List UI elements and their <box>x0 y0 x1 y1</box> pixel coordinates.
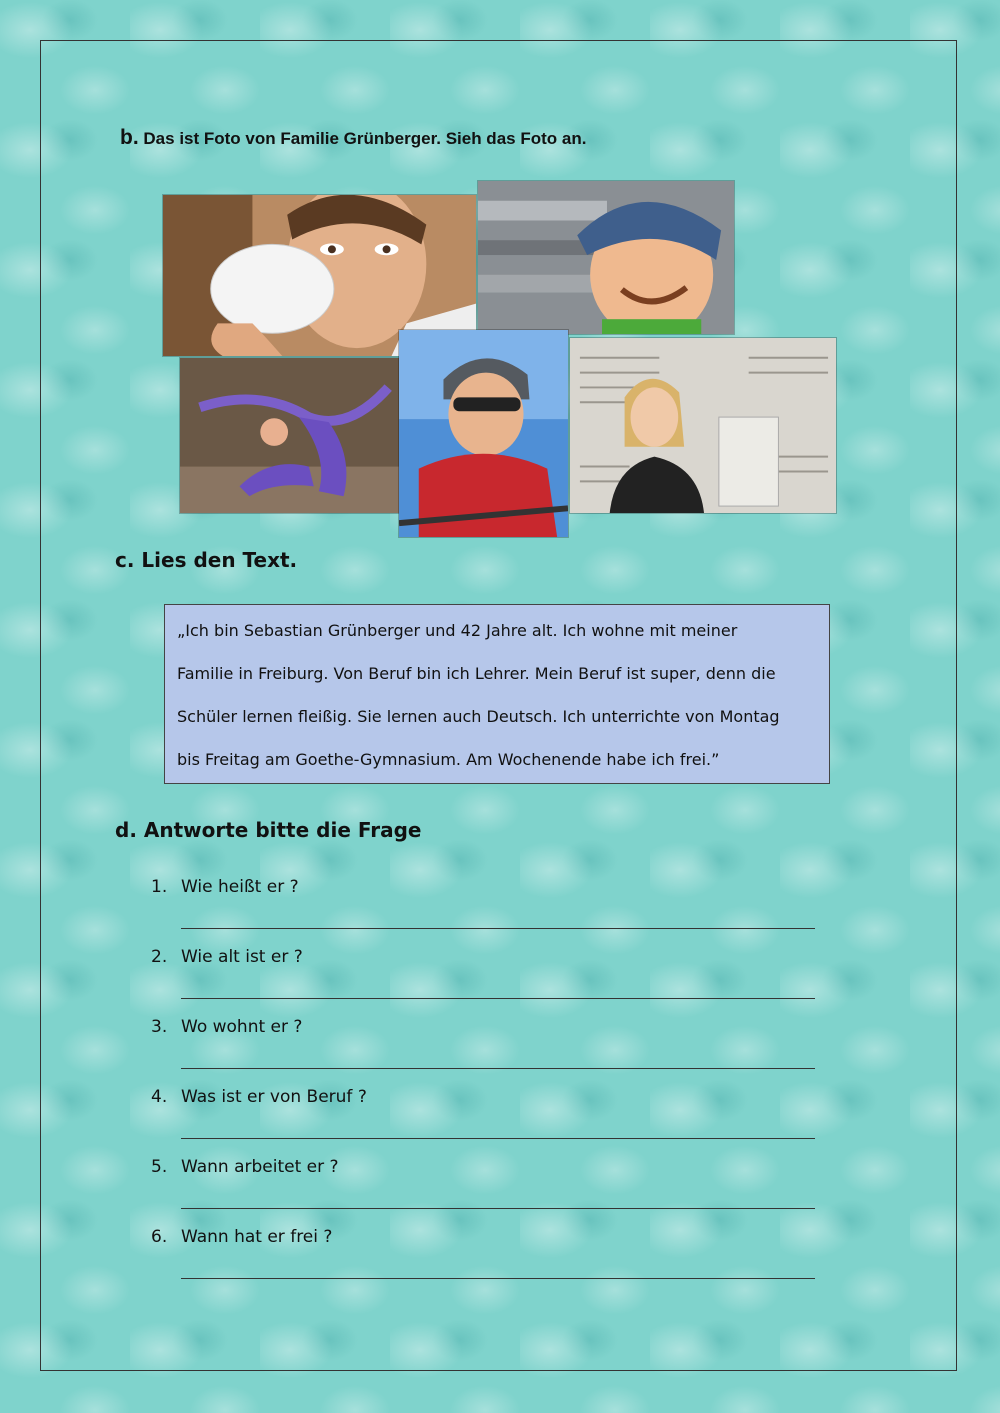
question-number: 6. <box>151 1227 168 1247</box>
reading-text-line: Schüler lernen fleißig. Sie lernen auch Deutsch. Ich unterrichte von Montag <box>177 707 780 726</box>
question-5 <box>151 1157 339 1177</box>
answer-line-1[interactable] <box>181 928 815 929</box>
question-number: 4. <box>151 1087 168 1107</box>
photo-gymnast-girl <box>179 357 411 514</box>
question-number: 5. <box>151 1157 168 1177</box>
question-number: 2. <box>151 947 168 967</box>
question-text: Was ist er von Beruf ? <box>181 1087 367 1107</box>
section-b-text: Das ist Foto von Familie Grünberger. Sieh das Foto an. <box>143 129 587 148</box>
answer-line-6[interactable] <box>181 1278 815 1279</box>
answer-line-4[interactable] <box>181 1138 815 1139</box>
question-text: Wann hat er frei ? <box>181 1227 333 1247</box>
reading-text-line: bis Freitag am Goethe-Gymnasium. Am Wochenende habe ich frei.” <box>177 750 720 769</box>
question-2 <box>151 947 303 967</box>
reading-text-line: Familie in Freiburg. Von Beruf bin ich Lehrer. Mein Beruf ist super, denn die <box>177 664 776 683</box>
section-c-title: c. Lies den Text. <box>115 548 298 572</box>
question-3 <box>151 1017 302 1037</box>
photo-boy-cap <box>477 180 735 335</box>
section-b-heading <box>120 126 586 150</box>
photo-boy-helmet <box>398 329 569 538</box>
question-number: 1. <box>151 877 168 897</box>
photo-woman-newspapers <box>569 337 837 514</box>
section-d-title: d. Antworte bitte die Frage <box>115 818 422 842</box>
question-text: Wie alt ist er ? <box>181 947 303 967</box>
question-1 <box>151 877 299 897</box>
section-b-letter: b. <box>120 126 139 149</box>
question-text: Wann arbeitet er ? <box>181 1157 339 1177</box>
answer-line-5[interactable] <box>181 1208 815 1209</box>
question-text: Wo wohnt er ? <box>181 1017 303 1037</box>
answer-line-3[interactable] <box>181 1068 815 1069</box>
answer-line-2[interactable] <box>181 998 815 999</box>
reading-text-box <box>164 604 830 784</box>
question-text: Wie heißt er ? <box>181 877 299 897</box>
question-number: 3. <box>151 1017 168 1037</box>
reading-text-line: „Ich bin Sebastian Grünberger und 42 Jahre alt. Ich wohne mit meiner <box>177 621 738 640</box>
question-4 <box>151 1087 367 1107</box>
question-6 <box>151 1227 332 1247</box>
